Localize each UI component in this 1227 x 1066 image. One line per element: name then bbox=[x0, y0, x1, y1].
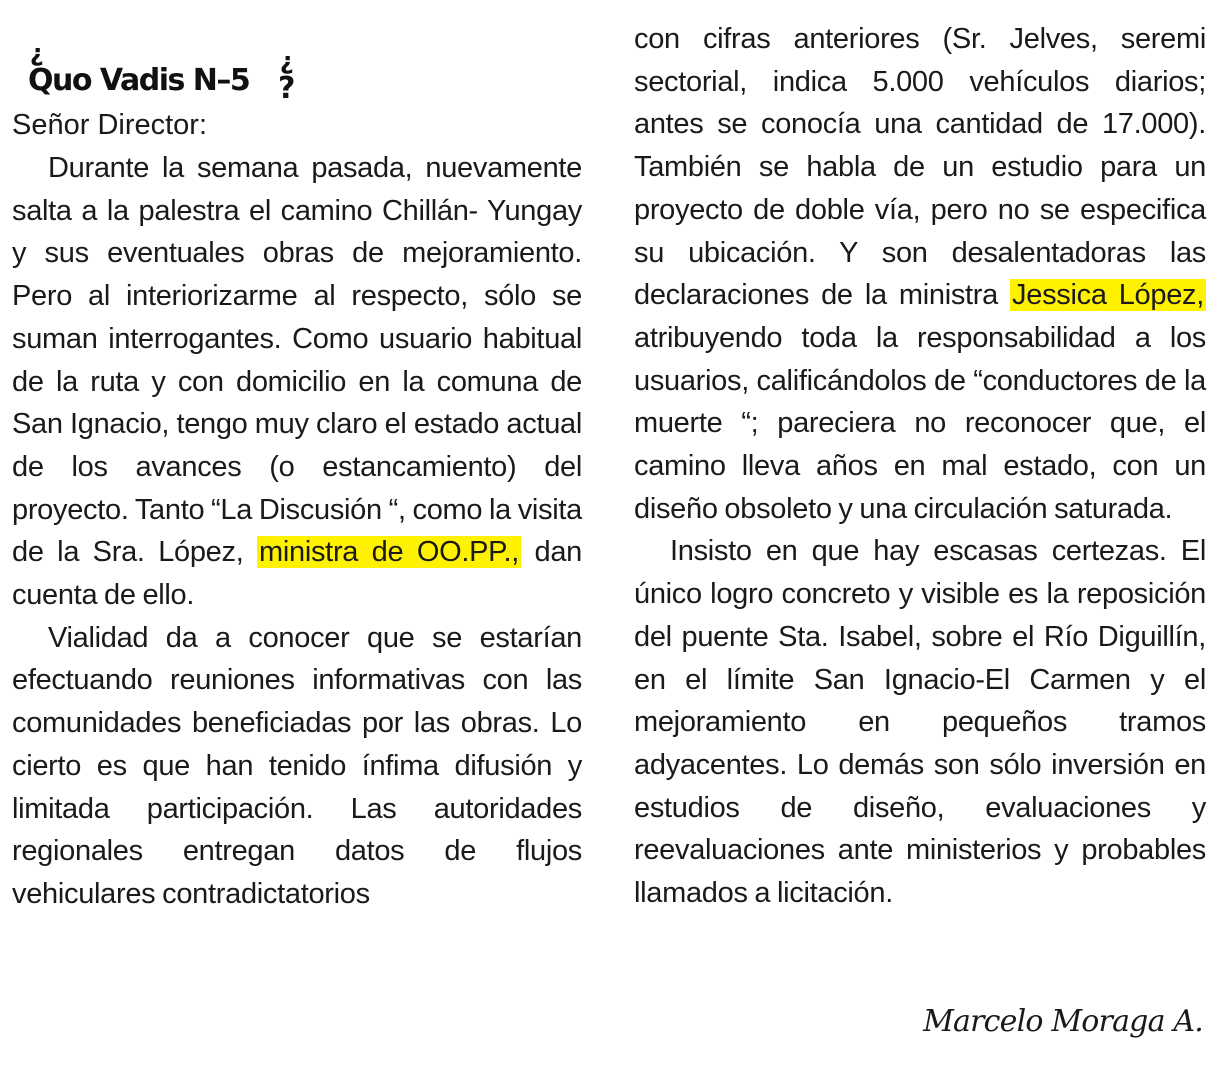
left-column bbox=[12, 0, 582, 916]
title-question-mark-mid: ? bbox=[280, 50, 294, 78]
right-paragraph-1 bbox=[634, 18, 1206, 530]
paragraph-text: dan cuenta de ello. bbox=[12, 536, 582, 612]
left-paragraph-2: Vialidad da a conocer que se estarían efectuando reuniones informativas con las comunidades beneficiadas por las obras. Lo cierto es que han tenido ínfima difusión y limitada participación. Las autoridades regionales entregan datos de flujos vehiculares contradictatorios bbox=[12, 621, 582, 910]
highlighted-text: Jessica López, bbox=[1012, 279, 1204, 312]
highlighted-text: ministra de OO.PP., bbox=[259, 536, 519, 569]
letter-title: Quo Vadis N–5 bbox=[28, 63, 250, 98]
paragraph-text: Durante la semana pasada, nuevamente salta a la palestra el camino Chillán- Yungay y sus eventuales obras de mejoramiento. Pero al interiorizarme al respecto, sólo se suman interrogantes. Como usuario habitual de la ruta y con domicilio en la comuna de San Ignacio, tengo muy claro el estado actual de los avances (o estancamiento) del proyecto. Tanto “La Discusión “, como la visita de la Sra. López, bbox=[12, 152, 582, 569]
right-paragraph-2: Insisto en que hay escasas certezas. El único logro concreto y visible es la reposición del puente Sta. Isabel, sobre el Río Diguillín, en el límite San Ignacio-El Carmen y el mejoramiento en pequeños tramos adyacentes. Lo demás son sólo inversión en estudios de diseño, evaluaciones y reevaluaciones ante ministerios y probables llamados a licitación. bbox=[634, 535, 1206, 910]
paragraph-text: con cifras anteriores (Sr. Jelves, seremi sectorial, indica 5.000 vehículos diarios; antes se conocía una cantidad de 17.000). También se habla de un estudio para un proyecto de doble vía, pero no se especifica su ubicación. Y son desalentadoras las declaraciones de la ministra bbox=[634, 23, 1206, 312]
right-column bbox=[634, 18, 1206, 915]
left-paragraph-1 bbox=[12, 147, 582, 617]
salutation: Señor Director: bbox=[12, 109, 208, 141]
title-block bbox=[12, 0, 582, 108]
title-question-mark-open: ? bbox=[30, 42, 44, 70]
signature: Marcelo Moraga A. bbox=[923, 1004, 1203, 1039]
paragraph-text: atribuyendo toda la responsabilidad a los usuarios, calificándolos de “conductores de la muerte “; pareciera no reconocer que, el camino lleva años en mal estado, con un diseño obsoleto y una circulación saturada. bbox=[634, 321, 1206, 525]
title-question-mark-close: ? bbox=[278, 71, 296, 106]
